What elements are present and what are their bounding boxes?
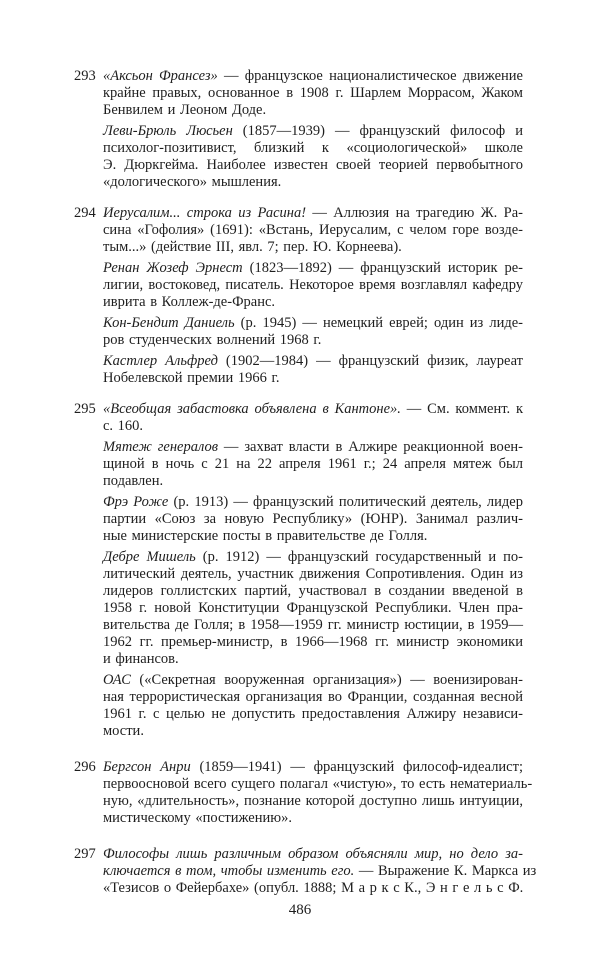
text-line (103, 205, 523, 222)
italic-term: «Всеобщая забастовка объявлена в Кантоне». (103, 401, 401, 417)
text-line (103, 277, 523, 294)
text-line (103, 846, 523, 863)
line-text: мистическому «постижению». (103, 810, 292, 826)
text-line (103, 439, 523, 456)
text-line (103, 260, 523, 277)
line-text: вительства де Голля; в 1958—1959 гг. министр юстиции, в 1959— (103, 617, 523, 633)
entry-number: 296 (74, 759, 96, 775)
commentary-entry (0, 846, 600, 897)
line-text: Э. Дюркгейма. Наиболее известен своей теорией первобытного (103, 157, 523, 173)
commentary-paragraph (103, 353, 523, 387)
line-text: лидеров голлистских партий, участвовал в создании введеной в (103, 583, 523, 599)
commentary-paragraph (103, 549, 523, 668)
italic-term: «Аксьон Франсез» (103, 68, 218, 84)
line-text: — Выражение К. Маркса из (354, 863, 537, 879)
italic-term: ОАС (103, 672, 131, 688)
text-line (103, 706, 523, 723)
text-line (103, 880, 523, 897)
text-line (103, 239, 523, 256)
italic-term: Ренан Жозеф Эрнест (103, 260, 243, 276)
text-line (103, 332, 523, 349)
commentary-entry (0, 401, 600, 740)
text-line (103, 723, 523, 740)
line-text: партии «Союз за новую Республику» (ЮНР). Занимал различ- (103, 511, 523, 527)
line-text: лигии, востоковед, писатель. Некоторое время возглавлял кафедру (103, 277, 523, 293)
line-text: иврита в Коллеж-де-Франс. (103, 294, 276, 310)
commentary-paragraph (103, 315, 523, 349)
line-text: (р. 1912) — французский государственный и по- (195, 549, 523, 565)
line-text: (1859—1941) — французский философ-идеалист; (190, 759, 523, 775)
italic-term: Философы лишь различным образом объясняли мир, но дело за- (103, 846, 523, 862)
text-line (103, 473, 523, 490)
line-text: Бенвилем и Леоном Доде. (103, 102, 267, 118)
commentary-paragraph (103, 205, 523, 256)
line-text: ров студенческих волнений 1968 г. (103, 332, 322, 348)
italic-term: Иерусалим... строка из Расина! (103, 205, 307, 221)
line-text: (р. 1945) — немецкий еврей; один из лиде- (234, 315, 523, 331)
entry-number: 297 (74, 846, 96, 862)
italic-term: ключается в том, чтобы изменить его. (103, 863, 355, 879)
text-line (103, 793, 523, 810)
italic-term: Кон-Бендит Даниель (103, 315, 235, 331)
line-text: мости. (103, 723, 144, 739)
text-line (103, 511, 523, 528)
line-text: ная террористическая организация во Франции, созданная весной (103, 689, 523, 705)
line-text: щиной в ночь с 21 на 22 апреля 1961 г.; 24 апреля мятеж был (103, 456, 523, 472)
commentary-paragraph (103, 68, 523, 119)
line-text: 1958 г. новой Конституции Французской Республики. Член пра- (103, 600, 523, 616)
text-line (103, 776, 533, 793)
text-line (103, 294, 523, 311)
italic-term: Леви-Брюль Люсьен (103, 123, 233, 139)
line-text: 1961 г. с целью не допустить предоставления Алжиру независи- (103, 706, 523, 722)
commentary-page (0, 68, 600, 897)
text-line (103, 528, 523, 545)
text-line (103, 174, 523, 191)
text-line (103, 401, 523, 418)
text-line (103, 759, 523, 776)
line-text: «дологического» мышления. (103, 174, 282, 190)
text-line (103, 140, 523, 157)
line-text: и финансов. (103, 651, 179, 667)
line-text: психолог-позитивист, близкий к «социологической» школе (103, 140, 523, 156)
commentary-entry (0, 205, 600, 387)
line-text: Нобелевской премии 1966 г. (103, 370, 280, 386)
line-text: (1857—1939) — французский философ и (232, 123, 523, 139)
line-text: — захват власти в Алжире реакционной воен- (218, 439, 524, 455)
text-line (103, 672, 523, 689)
italic-term: Дебре Мишель (103, 549, 196, 565)
text-line (103, 222, 523, 239)
commentary-paragraph (103, 494, 523, 545)
entry-number: 295 (74, 401, 96, 417)
line-text: — См. коммент. к (400, 401, 523, 417)
text-line (103, 810, 523, 827)
italic-term: Бергсон Анри (103, 759, 191, 775)
text-line (103, 651, 523, 668)
line-text: — Аллюзия на трагедию Ж. Ра- (306, 205, 523, 221)
commentary-paragraph (103, 439, 523, 490)
line-text: 1962 гг. премьер-министр, в 1966—1968 гг. министр экономики (103, 634, 523, 650)
text-line (103, 418, 523, 435)
line-text: (1823—1892) — французский историк ре- (242, 260, 523, 276)
text-line (103, 157, 523, 174)
text-line (103, 634, 523, 651)
commentary-paragraph (103, 672, 523, 740)
commentary-paragraph (103, 401, 523, 435)
line-text: подавлен. (103, 473, 164, 489)
commentary-paragraph (103, 123, 523, 191)
line-text: ные министерские посты в правительстве де Голля. (103, 528, 428, 544)
line-text: («Секретная вооруженная организация») — военизирован- (130, 672, 523, 688)
text-line (103, 566, 523, 583)
line-text: первоосновой всего сущего полагал «чистую», то есть нематериаль- (103, 776, 533, 792)
line-text: — французское националистическое движение (217, 68, 523, 84)
line-text: с. 160. (103, 418, 144, 434)
commentary-paragraph (103, 846, 537, 897)
text-line (103, 617, 523, 634)
text-line (103, 123, 523, 140)
line-text: сина «Гофолия» (1691): «Встань, Иерусалим, с челом горе возде- (103, 222, 523, 238)
text-line (103, 689, 523, 706)
line-text: (1902—1984) — французский физик, лауреат (217, 353, 523, 369)
text-line (103, 600, 523, 617)
text-line (103, 353, 523, 370)
text-line (103, 102, 523, 119)
text-line (103, 494, 523, 511)
text-line (103, 456, 523, 473)
italic-term: Мятеж генералов (103, 439, 219, 455)
entry-number: 293 (74, 68, 96, 84)
text-line (103, 863, 537, 880)
page-number: 486 (288, 902, 312, 918)
italic-term: Фрэ Роже (103, 494, 169, 510)
line-text: литический деятель, участник движения Сопротивления. Один из (103, 566, 523, 582)
commentary-entry (0, 68, 600, 191)
commentary-paragraph (103, 260, 523, 311)
entry-number: 294 (74, 205, 96, 221)
line-text: ную, «длительность», познание которой доступно лишь интуиции, (103, 793, 523, 809)
italic-term: Кастлер Альфред (103, 353, 218, 369)
line-text: тым...» (действие III, явл. 7; пер. Ю. Корнеева). (103, 239, 402, 255)
line-text: крайне правых, основанное в 1908 г. Шарлем Моррасом, Жаком (103, 85, 523, 101)
text-line (103, 549, 523, 566)
commentary-entry (0, 759, 600, 827)
text-line (103, 315, 523, 332)
line-text: (р. 1913) — французский политический деятель, лидер (168, 494, 523, 510)
text-line (103, 85, 523, 102)
text-line (103, 68, 523, 85)
commentary-paragraph (103, 759, 533, 827)
text-line (103, 370, 523, 387)
line-text: «Тезисов о Фейербахе» (опубл. 1888; М а р к с К., Э н г е л ь с Ф. (103, 880, 524, 896)
text-line (103, 583, 523, 600)
